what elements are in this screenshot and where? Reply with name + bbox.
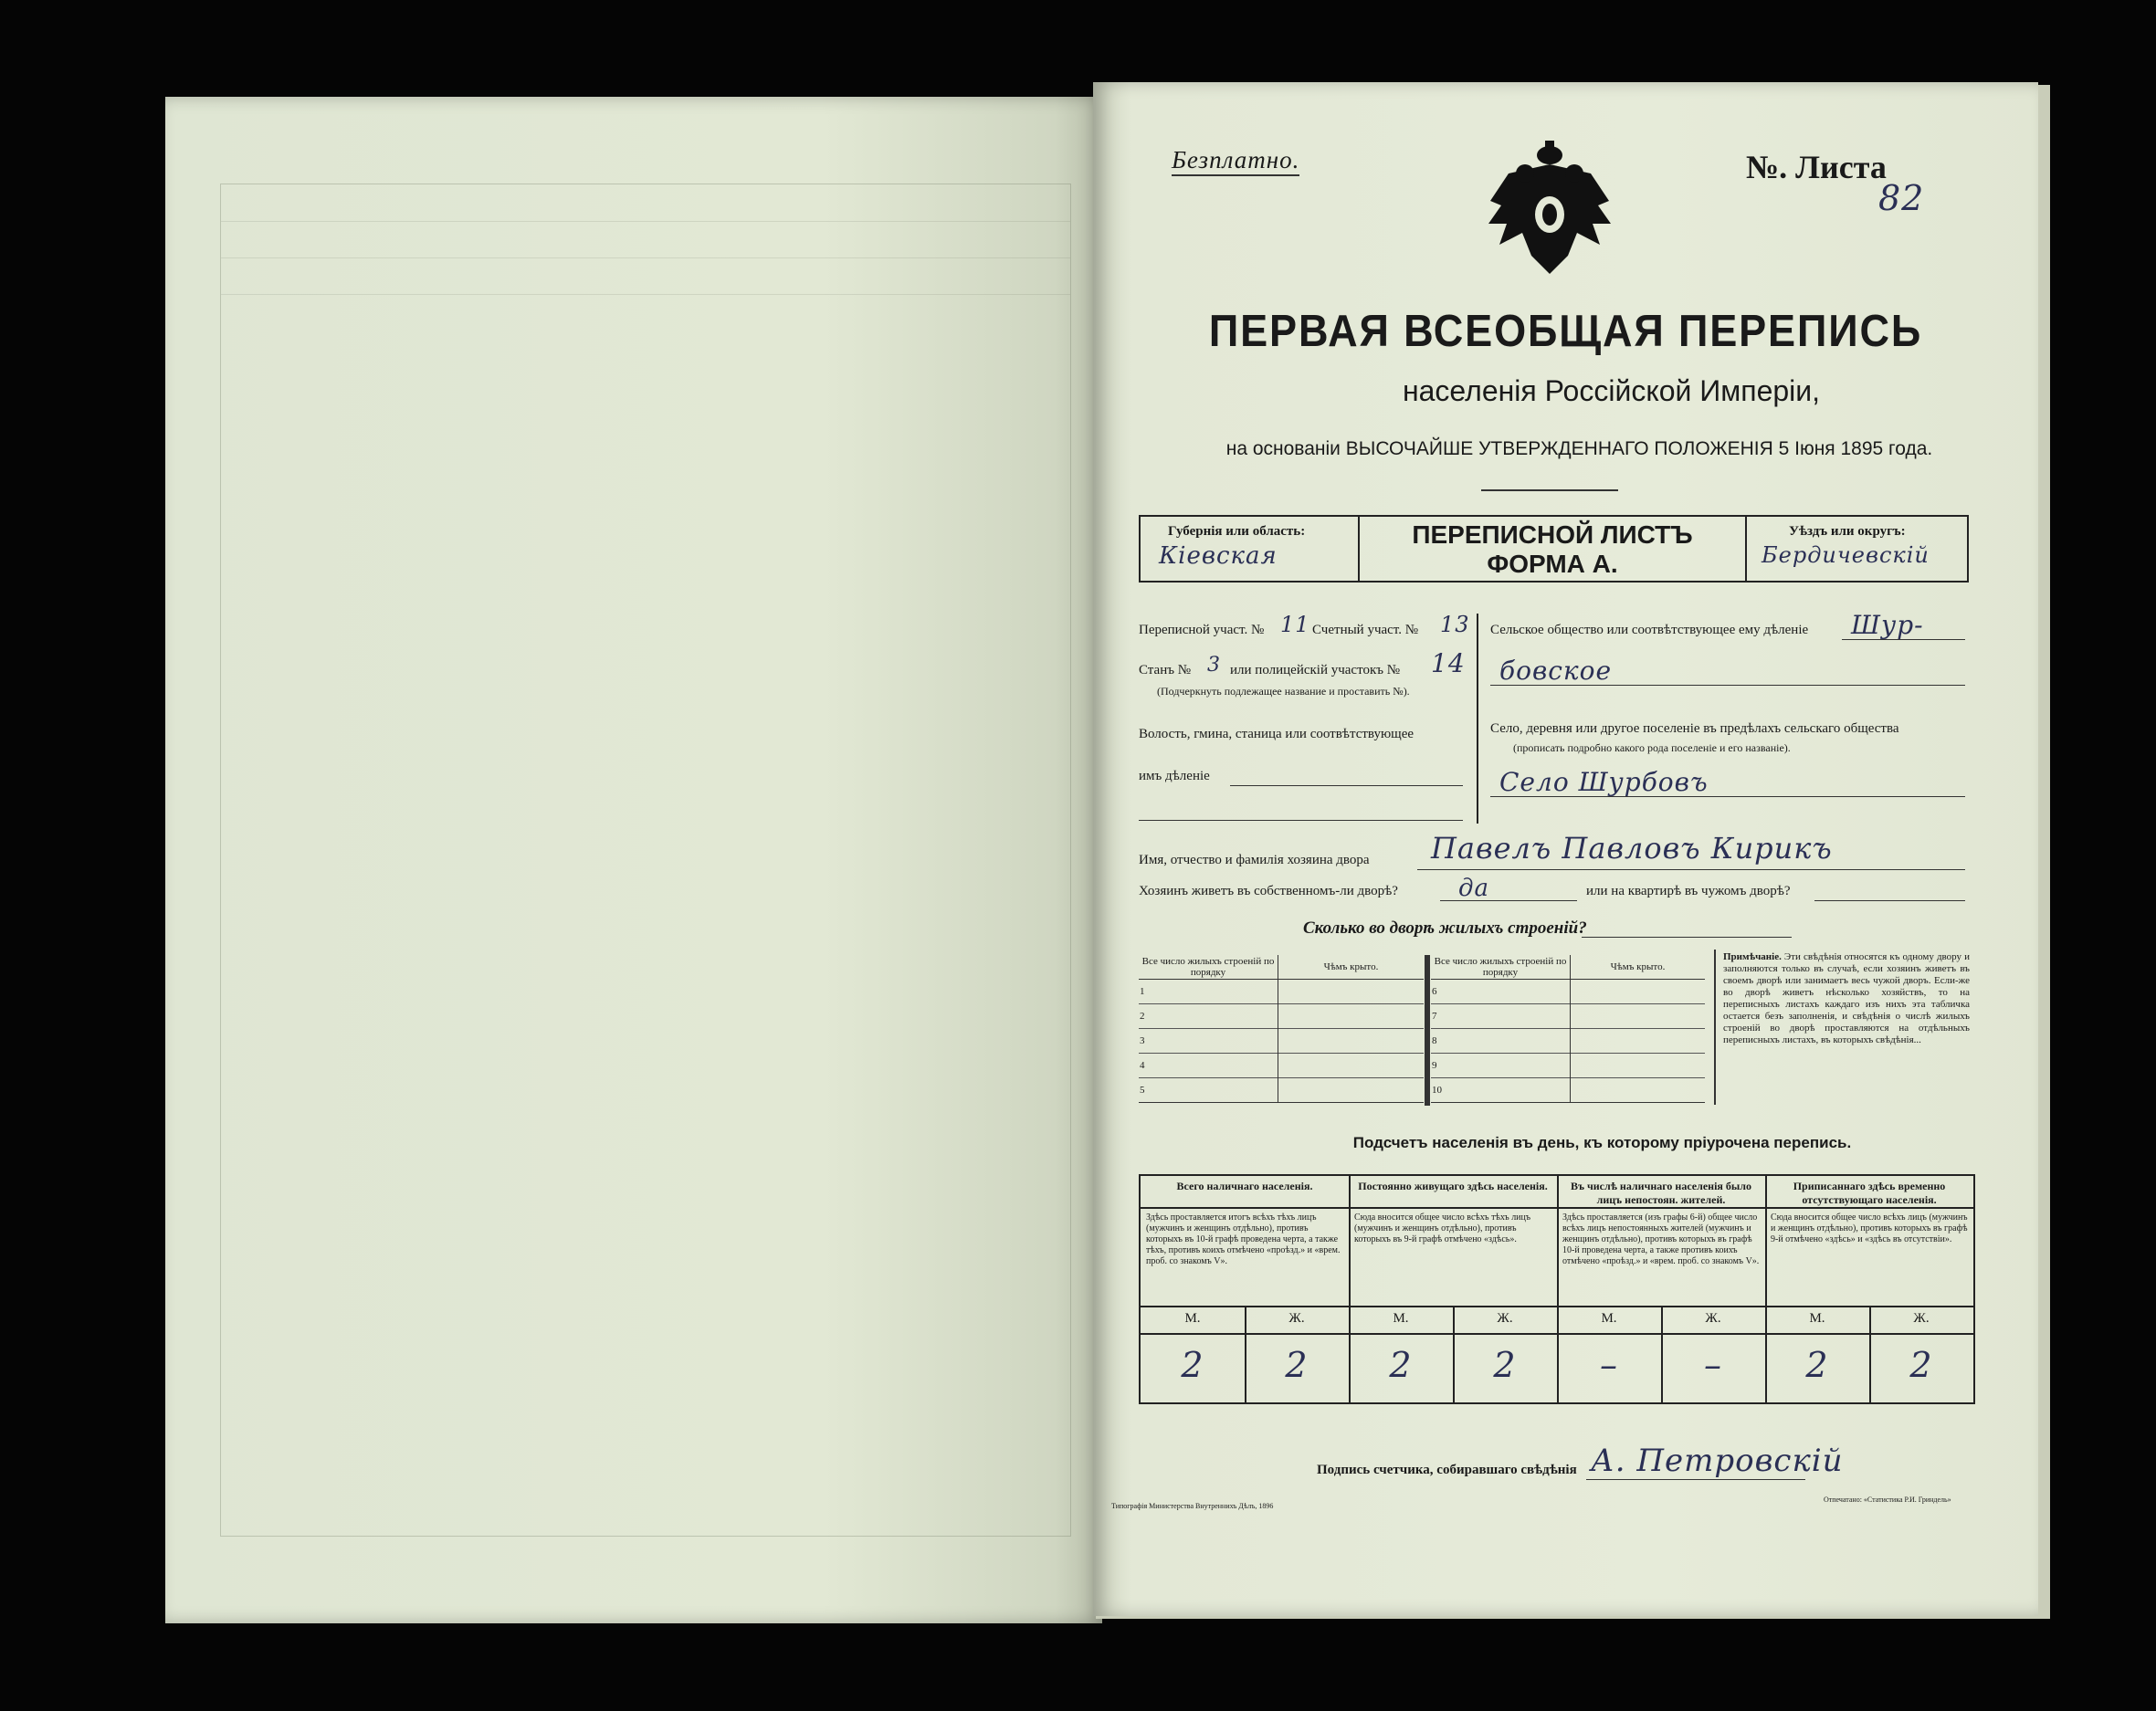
volost-label-2: имъ дѣленіе: [1139, 769, 1210, 783]
pop-col-header-permanent: Постоянно живущаго здѣсь населенія.: [1358, 1180, 1548, 1192]
camp-value: 3: [1207, 654, 1221, 677]
building-row-no: 6: [1432, 986, 1437, 997]
note-label: Примѣчаніе.: [1723, 951, 1782, 962]
note-text: Эти свѣдѣнія относятся къ одному двору и заполняются только въ случаѣ, если хозяинъ живетъ въ своемъ дворѣ или занимаетъ весь чужой дворъ. Если-же во дворѣ живетъ нѣсколько хозяйствъ, то на переписныхъ листахъ каждаго изъ нихъ эта табличка остается безъ заполненія, и свѣдѣнія о числѣ жилыхъ строеній во дворѣ проставляются на отдѣльныхъ переписныхъ листахъ, въ которыхъ свѣдѣнія...: [1723, 951, 1970, 1045]
imperial-eagle-emblem: [1481, 137, 1618, 283]
f-label: Ж.: [1497, 1311, 1513, 1326]
footer-right: Отпечатано: «Статистика Р.И. Гриндель»: [1824, 1496, 1951, 1504]
pop-nonresident-m: –: [1600, 1345, 1618, 1385]
form-header-box: [1139, 515, 1969, 583]
building-row-no: 7: [1432, 1011, 1437, 1022]
owner-name-value: Павелъ Павловъ Кирикъ: [1431, 831, 1833, 866]
pop-col-desc-nonresident: Здѣсь проставляется (изъ графы 6-й) общее число всѣхъ лицъ непостоянныхъ жителей (мужчинъ и женщинъ отдѣльно), противъ которыхъ въ графѣ 10-й проведена черта, а также противъ коихъ отмѣчено «проѣзд.» и «врем. проб. со знакомъ V».: [1562, 1212, 1760, 1266]
footer-left: Типографія Министерства Внутреннихъ Дѣлъ, 1896: [1111, 1502, 1274, 1510]
col-covered-header-2: Чѣмъ крыто.: [1571, 955, 1706, 980]
pop-nonresident-f: –: [1704, 1345, 1722, 1385]
left-page-blank: [165, 97, 1102, 1623]
police-label: или полицейскій участокъ №: [1230, 663, 1401, 677]
col-covered-header: Чѣмъ крыто.: [1278, 955, 1425, 980]
camp-note: (Подчеркнуть подлежащее название и проставить №).: [1157, 685, 1410, 698]
count-section-value: 13: [1440, 612, 1470, 637]
province-value: Кіевская: [1159, 542, 1278, 570]
pop-col-desc-permanent: Сюда вносится общее число всѣхъ тѣхъ лицъ (мужчинъ и женщинъ отдѣльно), противъ которыхъ въ 9-й графѣ отмѣчено «здѣсь».: [1354, 1212, 1531, 1244]
population-title: Подсчетъ населенія въ день, къ которому пріурочена перепись.: [1352, 1134, 1852, 1151]
village-label: Село, деревня или другое поселеніе въ предѣлахъ сельскаго общества: [1490, 721, 1899, 736]
m-label: М.: [1601, 1311, 1617, 1326]
building-row-no: 1: [1140, 986, 1145, 997]
pop-col-header-total: Всего наличнаго населенія.: [1176, 1180, 1313, 1192]
census-section-value: 11: [1280, 612, 1310, 637]
district-value: Бердичевскій: [1762, 542, 1930, 568]
building-row-no: 8: [1432, 1035, 1437, 1046]
society-value-2: бовское: [1499, 656, 1613, 686]
signature-value: А. Петровскій: [1591, 1443, 1844, 1479]
buildings-note: [1723, 951, 1970, 1046]
pop-col-desc-absent: Сюда вносится общее число всѣхъ лицъ (мужчинъ и женщинъ отдѣльно), противъ которыхъ въ графѣ 9-й отмѣчено «здѣсь» и «здѣсь въ отсутствіи».: [1771, 1212, 1968, 1244]
f-label: Ж.: [1288, 1311, 1305, 1326]
f-label: Ж.: [1705, 1311, 1721, 1326]
building-row-no: 3: [1140, 1035, 1145, 1046]
page-subtitle: населенія Россійской Имперіи,: [1402, 374, 1821, 407]
count-section-label: Счетный участ. №: [1312, 623, 1419, 637]
building-row-no: 2: [1140, 1011, 1145, 1022]
f-label: Ж.: [1913, 1311, 1930, 1326]
ornament-divider: [1481, 489, 1618, 491]
police-value: 14: [1431, 648, 1466, 678]
buildings-title: Сколько во дворѣ жилыхъ строеній?: [1303, 918, 1587, 938]
society-value: Шур-: [1851, 610, 1924, 640]
volost-label: Волость, гмина, станица или соотвѣтствующее: [1139, 727, 1415, 741]
col-no-header: Все число жилыхъ строеній по порядку: [1141, 956, 1275, 978]
district-label: Уѣздъ или округъ:: [1789, 524, 1906, 539]
sheet-number-value: 82: [1878, 178, 1925, 218]
buildings-table: [1139, 955, 1714, 1110]
pop-total-f: 2: [1285, 1345, 1309, 1385]
residence-value: да: [1458, 875, 1489, 902]
m-label: М.: [1809, 1311, 1825, 1326]
pop-col-header-nonresident: Въ числѣ наличнаго населенія было лицъ непостоян. жителей.: [1570, 1180, 1752, 1206]
residence-alt: или на квартирѣ въ чужомъ дворѣ?: [1586, 884, 1791, 898]
pop-col-desc-total: Здѣсь проставляется итогъ всѣхъ тѣхъ лицъ (мужчинъ и женщинъ отдѣльно), противъ которыхъ въ 10-й графѣ проведена черта, а также тѣхъ, противъ коихъ отмѣчено «проѣзд.» и «врем. проб. со знакомъ V».: [1146, 1212, 1341, 1266]
m-label: М.: [1393, 1311, 1409, 1326]
camp-label: Станъ №: [1139, 663, 1192, 677]
village-value: Село Шурбовъ: [1499, 767, 1709, 797]
building-row-no: 4: [1140, 1060, 1145, 1071]
building-row-no: 5: [1140, 1085, 1145, 1096]
pop-permanent-f: 2: [1493, 1345, 1517, 1385]
society-label: Сельское общество или соотвѣтствующее ему дѣленіе: [1490, 623, 1809, 637]
building-row-no: 10: [1432, 1085, 1442, 1096]
pop-permanent-m: 2: [1389, 1345, 1413, 1385]
left-page-bleedthrough: [220, 184, 1071, 1537]
census-section-label: Переписной участ. №: [1139, 623, 1265, 637]
census-sheet-page: [1093, 82, 2038, 1616]
pop-col-header-absent: Приписаннаго здѣсь временно отсутствующаго населенія.: [1793, 1180, 1946, 1206]
population-table: [1139, 1174, 1975, 1404]
pop-absent-f: 2: [1909, 1345, 1933, 1385]
village-note: (прописать подробно какого рода поселеніе и его названіе).: [1513, 741, 1791, 754]
pop-total-m: 2: [1181, 1345, 1204, 1385]
m-label: М.: [1184, 1311, 1201, 1326]
form-title: ПЕРЕПИСНОЙ ЛИСТЪ: [1412, 520, 1693, 549]
signature-label: Подпись счетчика, собиравшаго свѣдѣнія: [1317, 1463, 1577, 1477]
province-label: Губернія или область:: [1168, 524, 1306, 539]
free-label: Безплатно.: [1172, 146, 1299, 176]
building-row-no: 9: [1432, 1060, 1437, 1071]
form-subtitle: ФОРМА А.: [1487, 550, 1618, 578]
residence-label: Хозяинъ живетъ въ собственномъ-ли дворѣ?: [1139, 884, 1398, 898]
owner-name-label: Имя, отчество и фамилія хозяина двора: [1139, 853, 1370, 867]
pop-absent-m: 2: [1805, 1345, 1829, 1385]
legal-basis: на основаніи ВЫСОЧАЙШЕ УТВЕРЖДЕННАГО ПОЛОЖЕНІЯ 5 Іюня 1895 года.: [1225, 438, 1933, 459]
sheet-number-label: №. Листа: [1746, 149, 1887, 185]
col-no-header-2: Все число жилыхъ строеній по порядку: [1434, 956, 1567, 978]
page-title: ПЕРВАЯ ВСЕОБЩАЯ ПЕРЕПИСЬ: [1208, 307, 1923, 356]
